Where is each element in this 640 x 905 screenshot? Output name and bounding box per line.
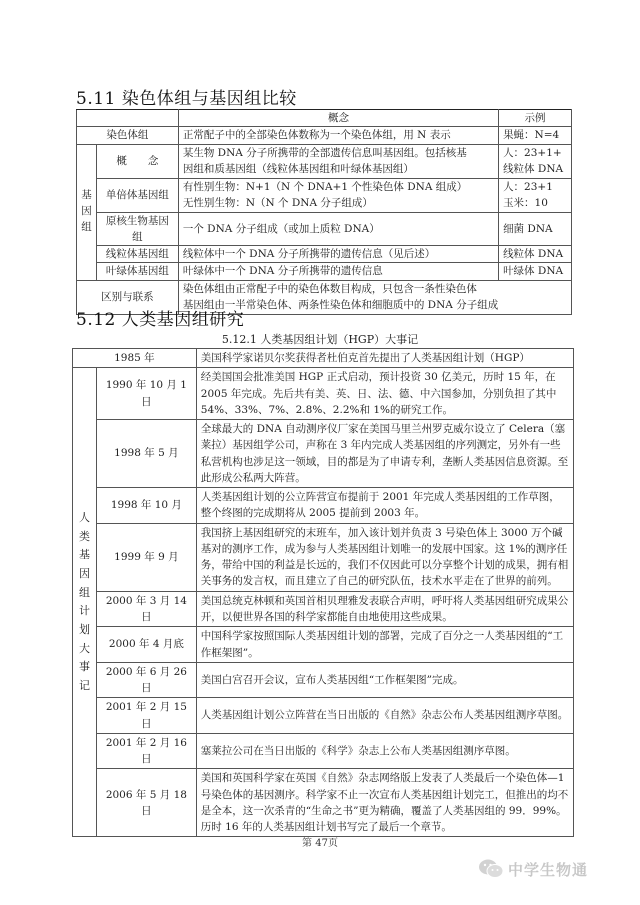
event-date: 2006 年 5 月 18 日 (96, 769, 196, 837)
event-date: 1998 年 10 月 (96, 488, 196, 524)
row-example: 果蝇：N=4 (499, 127, 572, 144)
event-date: 2000 年 3 月 14 日 (96, 591, 196, 627)
timeline-row (73, 591, 574, 627)
event-text: 人类基因组计划的公立阵营宣布提前于 2001 年完成人类基因组的工作草图，整个终图的完成期将从 2005 提前到 2003 年。 (196, 488, 573, 524)
row-example: 人：23+1 玉米：10 (499, 178, 572, 212)
event-date: 2001 年 2 月 16 日 (96, 733, 196, 769)
row-concept: 染色体组由正常配子中的染色体数目构成，只包含一条性染色体 基因组由一半常染色体、两条性染色体和细胞质中的 DNA 分子组成 (178, 280, 571, 314)
row-concept: 正常配子中的全部染色体数称为一个染色体组，用 N 表示 (178, 127, 498, 144)
timeline-row (73, 627, 574, 663)
event-text: 我国挤上基因组研究的末班车，加入该计划并负责 3 号染色体上 3000 万个碱基对的测序工作，成为参与人类基因组计划唯一的发展中国家。这 1%的测序任务，带给中国的利益是长远的，我们不仅因此可以分享整个计划的成果，拥有相关事务的发言权，而且建立了自己的研究队伍，技术水平走在了世界的前列。 (196, 523, 573, 591)
table-header-row (77, 110, 572, 127)
event-date: 1990 年 10 月 1 日 (96, 368, 196, 420)
watermark-text: 中学生物通 (508, 860, 589, 879)
watermark (478, 858, 588, 880)
header-example: 示例 (499, 110, 572, 127)
table-row (77, 212, 572, 246)
genome-group-label: 基 因 组 (77, 144, 97, 280)
timeline-row (73, 368, 574, 420)
timeline-row (73, 488, 574, 524)
event-text: 美国科学家诺贝尔奖获得者杜伯克首先提出了人类基因组计划（HGP） (196, 349, 573, 368)
row-concept: 叶绿体中一个 DNA 分子所携带的遗传信息 (178, 263, 498, 280)
row-example: 细菌 DNA (499, 212, 572, 246)
section-title-5-11: 5.11 染色体组与基因组比较 (76, 89, 297, 109)
event-date: 2001 年 2 月 15 日 (96, 698, 196, 734)
hgp-timeline-table (72, 348, 574, 837)
event-text: 人类基因组计划公立阵营在当日出版的《自然》杂志公布人类基因组测序草图。 (196, 698, 573, 734)
wechat-icon (478, 858, 504, 880)
timeline-row (73, 769, 574, 837)
table-row (77, 178, 572, 212)
row-label: 概 念 (96, 144, 178, 178)
event-date: 1998 年 5 月 (96, 420, 196, 488)
timeline-row (73, 420, 574, 488)
row-example: 叶绿体 DNA (499, 263, 572, 280)
event-date: 1985 年 (73, 349, 197, 368)
row-label: 单倍体基因组 (96, 178, 178, 212)
timeline-row (73, 733, 574, 769)
event-date: 1999 年 9 月 (96, 523, 196, 591)
row-label: 原核生物基因组 (96, 212, 178, 246)
event-date: 2000 年 6 月 26 日 (96, 662, 196, 698)
page-number: 第 47页 (302, 838, 338, 849)
event-text: 全球最大的 DNA 自动测序仪厂家在美国马里兰州罗克威尔设立了 Celera（塞莱拉）基因组学公司，声称在 3 年内完成人类基因组的序列测定，另外有一些私营机构也涉足这一领域，目的都是为了申请专利，垄断人类基因信息资源。至此形成公私两大阵营。 (196, 420, 573, 488)
timeline-side-label: 人 类 基 因 组 计 划 大 事 记 (73, 368, 97, 837)
timeline-row (73, 523, 574, 591)
event-text: 美国白宫召开会议，宣布人类基因组“工作框架图”完成。 (196, 662, 573, 698)
event-text: 塞莱拉公司在当日出版的《科学》杂志上公布人类基因组测序草图。 (196, 733, 573, 769)
row-label: 线粒体基因组 (96, 246, 178, 263)
row-concept: 线粒体中一个 DNA 分子所携带的遗传信息（见后述） (178, 246, 498, 263)
event-text: 中国科学家按照国际人类基因组计划的部署，完成了百分之一人类基因组的“工作框架图”。 (196, 627, 573, 663)
timeline-row (73, 698, 574, 734)
section-title-5-12: 5.12 人类基因组研究 (76, 310, 245, 330)
timeline-row (73, 662, 574, 698)
header-concept: 概念 (178, 110, 498, 127)
timeline-body (73, 349, 574, 837)
row-example: 线粒体 DNA (499, 246, 572, 263)
row-concept: 一个 DNA 分子组成（或加上质粒 DNA） (178, 212, 498, 246)
event-text: 美国总统克林顿和英国首相贝理雅发表联合声明，呼吁将人类基因组研究成果公开，以便世界各国的科学家都能自由地使用这些成果。 (196, 591, 573, 627)
event-text: 经美国国会批准美国 HGP 正式启动，预计投资 30 亿美元，历时 15 年，在 2005 年完成。先后共有美、英、日、法、德、中六国参加，分别负担了其中 54%、33%、7%、2.8%、2.2%和 1%的研究工作。 (196, 368, 573, 420)
chromosome-genome-table (76, 109, 572, 315)
timeline-row (73, 349, 574, 368)
row-example: 人：23+1+ 线粒体 DNA (499, 144, 572, 178)
event-text: 美国和英国科学家在英国《自然》杂志网络版上发表了人类最后一个染色体—1 号染色体的基因测序。科学家不止一次宣布人类基因组计划完工，但推出的均不是全本，这一次杀青的“生命之书”更为精确，覆盖了人类基因组的 99．99%。历时 16 年的人类基因组计划书写完了最后一个章节。 (196, 769, 573, 837)
table-row (77, 263, 572, 280)
row-concept: 某生物 DNA 分子所携带的全部遗传信息叫基因组。包括核基 因组和质基因组（线粒体基因组和叶绿体基因组） (178, 144, 498, 178)
row-concept: 有性别生物：N+1（N 个 DNA+1 个性染色体 DNA 组成） 无性别生物：N（N 个 DNA 分子组成） (178, 178, 498, 212)
table-row (77, 127, 572, 144)
row-label: 染色体组 (77, 127, 179, 144)
table-caption: 5.12.1 人类基因组计划（HGP）大事记 (221, 333, 419, 346)
row-label: 区别与联系 (77, 280, 179, 314)
table-row (77, 246, 572, 263)
table-row (77, 144, 572, 178)
row-label: 叶绿体基因组 (96, 263, 178, 280)
event-date: 2000 年 4 月底 (96, 627, 196, 663)
